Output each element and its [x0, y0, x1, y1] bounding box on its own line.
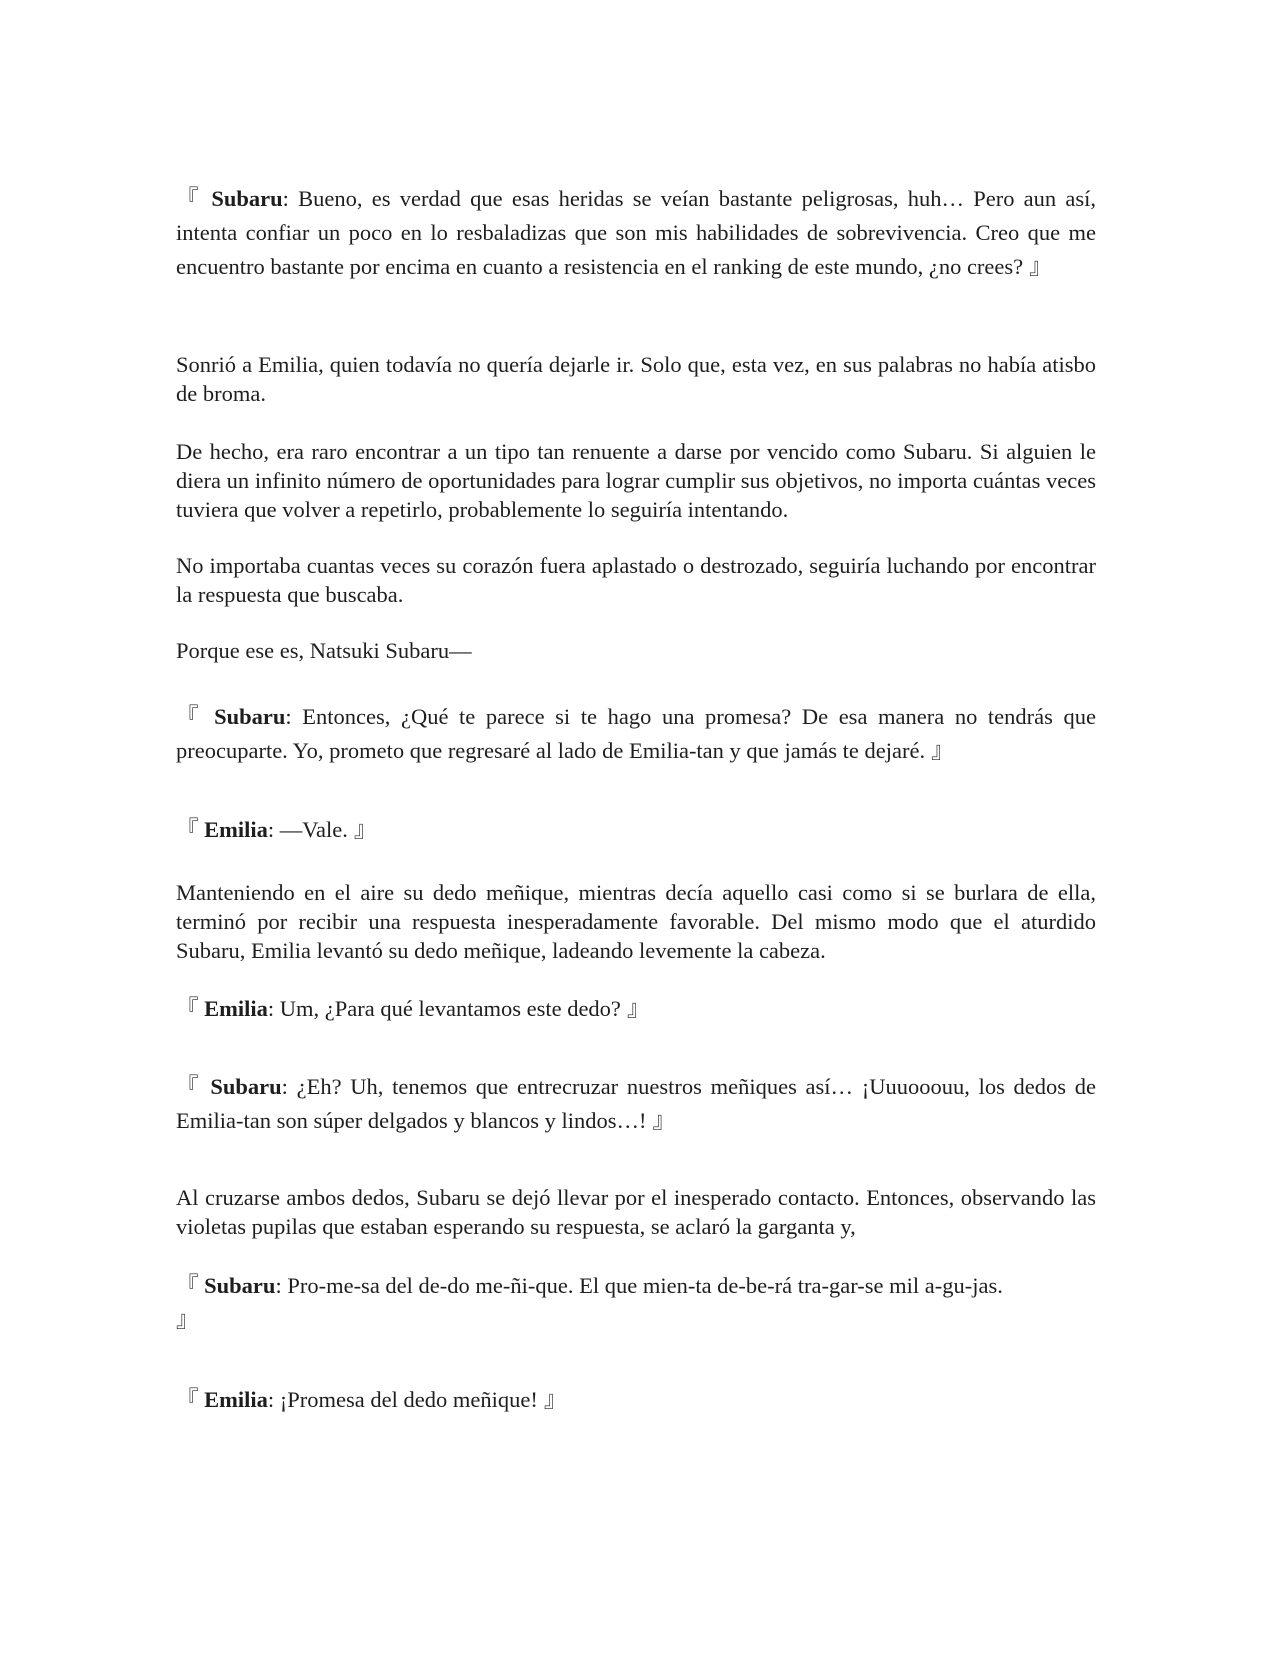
open-quote-bracket: 『 — [176, 1074, 202, 1099]
dialogue-text: Um, ¿Para qué levantamos este dedo? — [279, 996, 621, 1021]
close-quote-bracket: 』 — [626, 996, 650, 1021]
speaker-name: Subaru — [211, 186, 283, 211]
prose-paragraph: Porque ese es, Natsuki Subaru— — [176, 638, 472, 663]
prose-paragraph: De hecho, era raro encontrar a un tipo tan renuente a darse por vencido como Subaru. Si alguien le diera un infinito número de oportunidades para lograr cumplir sus objetivos, no importa cuántas veces tuviera que volver a repetirlo, probablemente lo seguiría intentando. — [176, 439, 1096, 522]
prose-paragraph: Al cruzarse ambos dedos, Subaru se dejó llevar por el inesperado contacto. Entonces, observando las violetas pupilas que estaban esperando su respuesta, se aclaró la garganta y, — [176, 1185, 1096, 1239]
dialogue-text: —Vale. — [279, 817, 348, 842]
dialogue-text: Entonces, ¿Qué te parece si te hago una promesa? De esa manera no tendrás que preocuparte. Yo, prometo que regresaré al lado de Emilia-tan y que jamás te dejaré. — [176, 704, 1096, 763]
open-quote-bracket: 『 — [176, 1273, 199, 1298]
speaker-separator: : — [275, 1273, 282, 1298]
speaker-separator: : — [285, 704, 292, 729]
dialogue-paragraph — [176, 700, 1096, 768]
speaker-name: Emilia — [204, 996, 268, 1021]
speaker-separator: : — [281, 1074, 288, 1099]
prose-paragraph: No importaba cuantas veces su corazón fuera aplastado o destrozado, seguiría luchando por encontrar la respuesta que buscaba. — [176, 553, 1096, 607]
open-quote-bracket: 『 — [176, 817, 199, 842]
dialogue-text: Pro-me-sa del de-do me-ñi-que. El que mien-ta de-be-rá tra-gar-se mil a-gu-jas. — [287, 1273, 1003, 1298]
speaker-name: Subaru — [204, 1273, 276, 1298]
close-quote-bracket: 』 — [176, 1307, 199, 1332]
prose-paragraph: Manteniendo en el aire su dedo meñique, mientras decía aquello casi como si se burlara de ella, terminó por recibir una respuesta inesperadamente favorable. Del mismo modo que el aturdido Subaru, Emilia levantó su dedo meñique, ladeando levemente la cabeza. — [176, 880, 1096, 963]
open-quote-bracket: 『 — [176, 186, 203, 211]
dialogue-text: ¡Promesa del dedo meñique! — [279, 1387, 538, 1412]
close-quote-bracket: 』 — [931, 738, 954, 763]
dialogue-text: ¿Eh? Uh, tenemos que entrecruzar nuestros meñiques así… ¡Uuuooouu, los dedos de Emilia-tan son súper delgados y blancos y lindos…! — [176, 1074, 1096, 1133]
dialogue-paragraph — [176, 992, 1096, 1026]
dialogue-paragraph — [176, 182, 1096, 284]
speaker-separator: : — [282, 186, 289, 211]
open-quote-bracket: 『 — [176, 996, 199, 1021]
dialogue-text: Bueno, es verdad que esas heridas se veían bastante peligrosas, huh… Pero aun así, intenta confiar un poco en lo resbaladizas que son mis habilidades de sobrevivencia. Creo que me encuentro bastante por encima en cuanto a resistencia en el ranking de este mundo, ¿no crees? — [176, 186, 1096, 279]
speaker-name: Subaru — [214, 704, 286, 729]
open-quote-bracket: 『 — [176, 1387, 199, 1412]
speaker-separator: : — [267, 817, 275, 842]
speaker-separator: : — [267, 996, 275, 1021]
speaker-separator: : — [267, 1387, 275, 1412]
dialogue-paragraph — [176, 1383, 1096, 1417]
speaker-name: Emilia — [204, 1387, 268, 1412]
dialogue-paragraph — [176, 1070, 1096, 1138]
dialogue-paragraph — [176, 813, 1096, 847]
speaker-name: Emilia — [204, 817, 268, 842]
close-quote-bracket: 』 — [543, 1387, 567, 1412]
dialogue-paragraph — [176, 1269, 1096, 1337]
close-quote-bracket: 』 — [652, 1108, 676, 1133]
close-quote-bracket: 』 — [1029, 254, 1052, 279]
speaker-name: Subaru — [210, 1074, 282, 1099]
close-quote-bracket: 』 — [353, 817, 377, 842]
prose-paragraph: Sonrió a Emilia, quien todavía no quería dejarle ir. Solo que, esta vez, en sus palabras no había atisbo de broma. — [176, 352, 1096, 406]
open-quote-bracket: 『 — [176, 704, 204, 729]
